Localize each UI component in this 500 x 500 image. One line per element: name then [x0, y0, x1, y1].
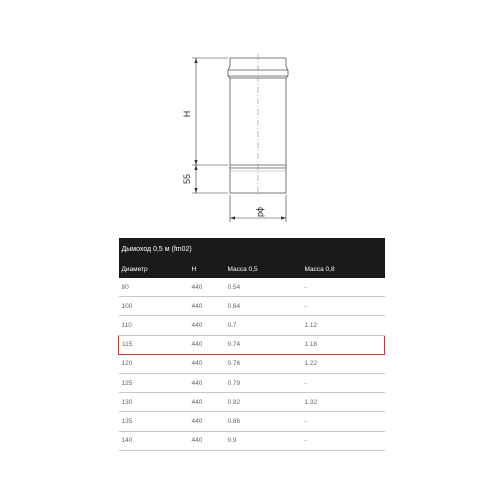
table-cell: 140: [119, 431, 189, 450]
table-row[interactable]: [119, 373, 385, 392]
table-title: Дымоход 0,5 м (fm02): [119, 238, 385, 260]
table-cell: 120: [119, 354, 189, 373]
column-header: Масса 0,8: [302, 260, 385, 278]
table-cell: -: [302, 278, 385, 297]
table-row[interactable]: [119, 354, 385, 373]
table-cell: 0.82: [225, 393, 302, 412]
table-cell: 135: [119, 412, 189, 431]
table-cell: 440: [189, 373, 225, 392]
table-row[interactable]: [119, 412, 385, 431]
column-header: Диаметр: [119, 260, 189, 278]
table-cell: 440: [189, 335, 225, 354]
table-row[interactable]: [119, 297, 385, 316]
table-cell: -: [302, 412, 385, 431]
table-cell: 0.74: [225, 335, 302, 354]
dim-d-label: ϕd: [256, 206, 266, 218]
table-cell: -: [302, 297, 385, 316]
table-cell: 0.64: [225, 297, 302, 316]
table-row[interactable]: [119, 335, 385, 354]
table-row[interactable]: [119, 393, 385, 412]
table-cell: 0.79: [225, 373, 302, 392]
table-row[interactable]: [119, 431, 385, 450]
table-cell: -: [302, 431, 385, 450]
table-cell: -: [302, 373, 385, 392]
table-cell: 1.32: [302, 393, 385, 412]
spec-table: [118, 238, 385, 451]
table-cell: 440: [189, 297, 225, 316]
table-cell: 130: [119, 393, 189, 412]
dim-h-label: H: [182, 110, 192, 118]
pipe-technical-drawing: [0, 0, 500, 235]
table-cell: 440: [189, 431, 225, 450]
table-row[interactable]: [119, 316, 385, 335]
table-cell: 1.12: [302, 316, 385, 335]
table-row[interactable]: [119, 278, 385, 297]
table-cell: 115: [119, 335, 189, 354]
dim-55-label: 55: [182, 173, 192, 185]
table-cell: 0.54: [225, 278, 302, 297]
table-cell: 440: [189, 412, 225, 431]
table-cell: 0.86: [225, 412, 302, 431]
table-body: [119, 278, 385, 450]
column-header: H: [189, 260, 225, 278]
table-cell: 125: [119, 373, 189, 392]
table-cell: 0.9: [225, 431, 302, 450]
table-cell: 0.7: [225, 316, 302, 335]
table-cell: 0.76: [225, 354, 302, 373]
table-cell: 440: [189, 316, 225, 335]
table-header-row: [119, 260, 385, 278]
table-cell: 80: [119, 278, 189, 297]
table-cell: 440: [189, 354, 225, 373]
table-cell: 1.18: [302, 335, 385, 354]
table-cell: 100: [119, 297, 189, 316]
table-cell: 1.22: [302, 354, 385, 373]
table-cell: 440: [189, 393, 225, 412]
table-title-row: [119, 238, 385, 260]
column-header: Масса 0,5: [225, 260, 302, 278]
table-cell: 110: [119, 316, 189, 335]
table-cell: 440: [189, 278, 225, 297]
